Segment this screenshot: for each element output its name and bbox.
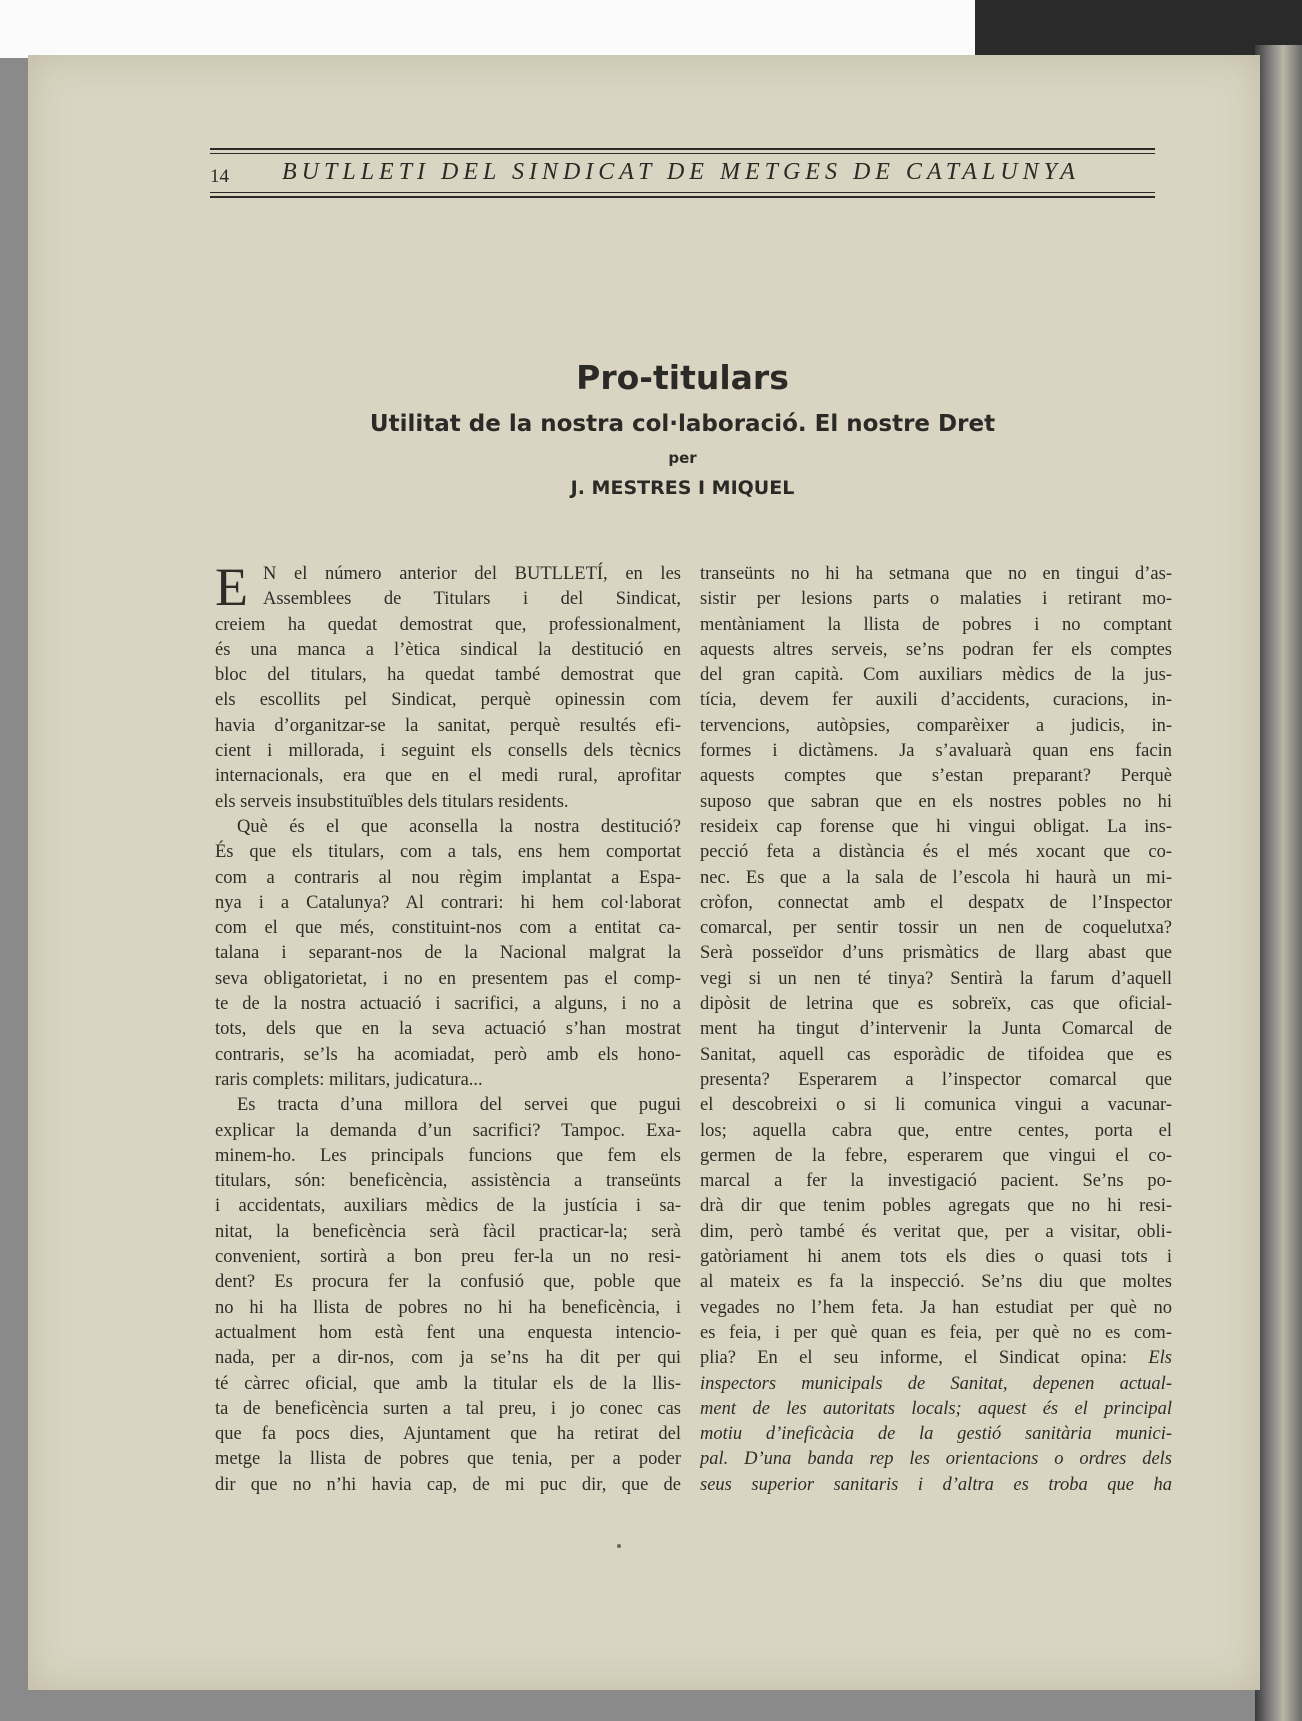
header-rule-bottom bbox=[210, 196, 1155, 198]
text-line: nada, per a dir-nos, com ja se’ns ha dit per qui bbox=[215, 1348, 681, 1369]
text-line: plia? En el seu informe, el Sindicat opina: Els bbox=[700, 1348, 1172, 1369]
text-line: resideix cap forense que hi vingui obligat. La ins- bbox=[700, 816, 1172, 837]
text-line: te de la nostra actuació i sacrifici, a alguns, i no a bbox=[215, 994, 681, 1015]
text-line: ta de beneficència surten a tal preu, i jo conec cas bbox=[215, 1398, 681, 1419]
text-line: els serveis insubstituïbles dels titulars residents. bbox=[215, 791, 569, 812]
article-heading bbox=[210, 358, 1155, 499]
text-line: los; aquella cabra que, entre centes, porta el bbox=[700, 1120, 1172, 1141]
header-rule-top bbox=[210, 148, 1155, 150]
text-line: mentàniament la llista de pobres i no comptant bbox=[700, 614, 1172, 635]
text-line: no hi ha llista de pobres no hi ha beneficència, i bbox=[215, 1297, 681, 1318]
book-fold-edge bbox=[1255, 45, 1302, 1721]
text-column-left bbox=[215, 557, 681, 1498]
text-line: talana i separant-nos de la Nacional malgrat la bbox=[215, 943, 681, 964]
text-line: es feia, i per què quan es feia, per què no es com- bbox=[700, 1322, 1172, 1343]
text-line: metge la llista de pobres que tenia, per a poder bbox=[215, 1449, 681, 1470]
text-line: vegades no l’hem feta. Ja han estudiat per què no bbox=[700, 1297, 1172, 1318]
text-line: suposo que sabran que en els nostres pobles no hi bbox=[700, 791, 1172, 812]
header-rule-bottom-thin bbox=[210, 192, 1155, 193]
italic-run: Els bbox=[1127, 1348, 1172, 1369]
text-line: tervencions, autòpsies, comparèixer a judicis, in- bbox=[700, 715, 1172, 736]
text-line: Serà posseïdor d’uns prismàtics de llarg abast que bbox=[700, 943, 1172, 964]
text-line: Què és el que aconsella la nostra destitució? bbox=[237, 816, 681, 837]
text-line: del gran capità. Com auxiliars mèdics de la jus- bbox=[700, 665, 1172, 686]
text-line: raris complets: militars, judicatura... bbox=[215, 1069, 483, 1090]
text-line: germen de la febre, esperarem que vingui el co- bbox=[700, 1145, 1172, 1166]
text-line: cròfon, connectat amb el despatx de l’Inspector bbox=[700, 892, 1172, 913]
drop-cap: E bbox=[215, 557, 248, 617]
text-line: pecció feta a distància és el més xocant que co- bbox=[700, 842, 1172, 863]
text-line: comarcal, per sentir tossir un nen de coquelutxa? bbox=[700, 918, 1172, 939]
text-line: motiu d’ineficàcia de la gestió sanitària munici- bbox=[700, 1424, 1172, 1445]
journal-title: BUTLLETI DEL SINDICAT DE METGES DE CATALUNYA bbox=[282, 159, 1080, 185]
text-line: aquests altres serveis, se’ns podran fer els comptes bbox=[700, 639, 1172, 660]
text-line: tícia, devem fer auxili d’accidents, curacions, in- bbox=[700, 690, 1172, 711]
byline-per: per bbox=[668, 449, 697, 467]
text-line: dent? Es procura fer la confusió que, poble que bbox=[215, 1272, 681, 1293]
text-line: ment ha tingut d’intervenir la Junta Comarcal de bbox=[700, 1019, 1172, 1040]
text-line: N el número anterior del BUTLLETÍ, en les bbox=[263, 564, 681, 584]
text-line: havia d’organitzar-se la sanitat, perquè resultés efi- bbox=[215, 715, 681, 736]
text-line: contraris, se’ls ha acomiadat, però amb els hono- bbox=[215, 1044, 681, 1065]
text-line: el descobreixi o si li comunica vingui a vacunar- bbox=[700, 1095, 1172, 1116]
text-line: titulars, són: beneficència, assistència a transeünts bbox=[215, 1171, 681, 1192]
text-line: creiem ha quedat demostrat que, professionalment, bbox=[215, 614, 681, 635]
text-line: al mateix es fa la inspecció. Se’ns diu que moltes bbox=[700, 1272, 1172, 1293]
text-column-right bbox=[700, 562, 1172, 1498]
text-line: ment de les autoritats locals; aquest és el principal bbox=[700, 1398, 1172, 1419]
text-line: seus superior sanitaris i d’altra es troba que ha bbox=[700, 1474, 1172, 1495]
text-line: marcal a fer la investigació pacient. Se’ns po- bbox=[700, 1171, 1172, 1192]
article-author: J. MESTRES I MIQUEL bbox=[570, 477, 795, 499]
article-title: Pro-titulars bbox=[576, 358, 789, 397]
text-line: nec. Es que a la sala de l’escola hi haurà un mi- bbox=[700, 867, 1172, 888]
print-speck bbox=[617, 1544, 621, 1548]
text-line: minem-ho. Les principals funcions que fem els bbox=[215, 1145, 681, 1166]
text-line: i accidentats, auxiliars mèdics de la justícia i sa- bbox=[215, 1196, 681, 1217]
text-line: presenta? Esperarem a l’inspector comarcal que bbox=[700, 1069, 1172, 1090]
text-line: és una manca a l’ètica sindical la destitució en bbox=[215, 639, 681, 660]
text-line: com a contraris al nou règim implantat a Espa- bbox=[215, 867, 681, 888]
text-line: que fa pocs dies, Ajuntament que ha retirat del bbox=[215, 1424, 681, 1445]
text-line: bloc del titulars, ha quedat també demostrat que bbox=[215, 665, 681, 686]
running-header bbox=[210, 148, 1155, 200]
text-line: actualment hom està fent una enquesta intencio- bbox=[215, 1322, 681, 1343]
text-line: seva obligatorietat, i no en presentem pas el comp- bbox=[215, 968, 681, 989]
text-line: gatòriament hi anem tots els dies o quasi tots i bbox=[700, 1247, 1172, 1268]
text-line: convenient, sortirà a bon preu fer-la un no resi- bbox=[215, 1247, 681, 1268]
text-line: com el que més, constituint-nos com a entitat ca- bbox=[215, 918, 681, 939]
text-line: dim, però també és veritat que, per a visitar, obli- bbox=[700, 1221, 1172, 1242]
text-line: els escollits pel Sindicat, perquè opinessin com bbox=[215, 690, 681, 711]
text-line: dir que no n’hi havia cap, de mi puc dir, que de bbox=[215, 1474, 681, 1495]
text-line: sistir per lesions parts o malaties i retirant mo- bbox=[700, 589, 1172, 610]
text-line: vegi si un nen té tinya? Sentirà la farum d’aquell bbox=[700, 968, 1172, 989]
scan-background-corner bbox=[975, 0, 1302, 58]
header-rule-top-thin bbox=[210, 153, 1155, 154]
text-line: inspectors municipals de Sanitat, depenen actual- bbox=[700, 1373, 1172, 1394]
text-line: És que els titulars, com a tals, ens hem comportat bbox=[215, 842, 681, 863]
article-subtitle: Utilitat de la nostra col·laboració. El nostre Dret bbox=[369, 411, 996, 437]
page-number: 14 bbox=[210, 166, 229, 187]
text-line: explicar la demanda d’un sacrifici? Tampoc. Exa- bbox=[215, 1120, 681, 1141]
text-line: té càrrec oficial, que amb la titular els de la llis- bbox=[215, 1373, 681, 1394]
text-line: internacionals, era que en el medi rural, aprofitar bbox=[215, 766, 681, 787]
text-line: nitat, la beneficència serà fàcil practicar-la; serà bbox=[215, 1221, 681, 1242]
text-line: Sanitat, aquell cas esporàdic de tifoidea que es bbox=[700, 1044, 1172, 1065]
text-line: pal. D’una banda rep les orientacions o ordres dels bbox=[700, 1449, 1172, 1470]
text-line: cient i millorada, i seguint els consells dels tècnics bbox=[215, 741, 681, 762]
text-line: drà dir que tenim pobles agregats que no hi resi- bbox=[700, 1196, 1172, 1217]
text-line: formes i dictàmens. Ja s’avaluarà quan ens facin bbox=[700, 741, 1172, 762]
text-line: Assemblees de Titulars i del Sindicat, bbox=[263, 589, 681, 610]
text-line: aquests comptes que s’estan preparant? Perquè bbox=[700, 766, 1172, 787]
text-line: dipòsit de letrina que es sobreïx, cas que oficial- bbox=[700, 994, 1172, 1015]
text-line: nya i a Catalunya? Al contrari: hi hem col·laborat bbox=[215, 892, 681, 913]
text-line: tots, dels que en la seva actuació s’han mostrat bbox=[215, 1019, 681, 1040]
text-line: transeünts no hi ha setmana que no en tingui d’as- bbox=[700, 564, 1172, 584]
text-line: Es tracta d’una millora del servei que pugui bbox=[237, 1095, 681, 1116]
